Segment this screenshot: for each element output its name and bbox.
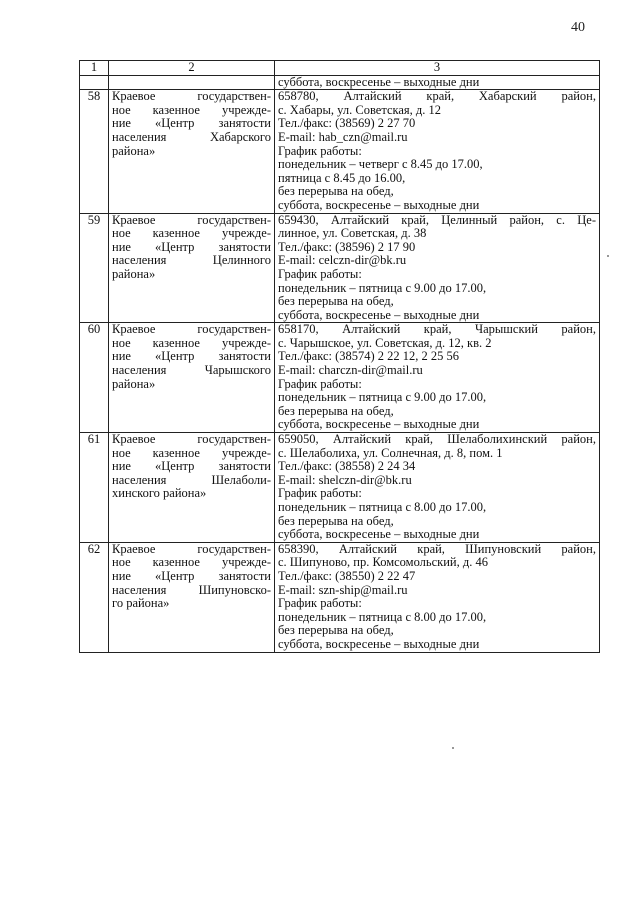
contact-info-line: линное, ул. Советская, д. 38 — [278, 226, 427, 241]
institution-name-line: населения Целинного — [112, 253, 271, 268]
continued-cell-info — [275, 75, 600, 90]
contact-info-line: суббота, воскресенье – выходные дни — [278, 527, 480, 542]
institution-name-line: населения Шипуновско- — [112, 582, 271, 597]
contact-info-line: понедельник – пятница с 8.00 до 17.00, — [278, 609, 487, 624]
institution-name-line: ние «Центр занятости — [112, 239, 271, 254]
contact-info-line: без перерыва на обед, — [278, 513, 394, 528]
institution-name-cell — [109, 433, 275, 543]
institution-name-line: ние «Центр занятости — [112, 459, 271, 474]
header-row — [80, 61, 600, 76]
contact-info-line: График работы: — [278, 143, 362, 158]
table-row — [80, 323, 600, 433]
contact-info-line: 658780, Алтайский край, Хабарский район, — [278, 89, 596, 104]
contact-info-line: без перерыва на обед, — [278, 403, 394, 418]
contact-info-line: 658170, Алтайский край, Чарышский район, — [278, 322, 596, 337]
contact-info-line: График работы: — [278, 596, 362, 611]
institution-name-cell — [109, 213, 275, 323]
contact-info-cell — [275, 323, 600, 433]
institution-name-line: Краевое государствен- — [112, 322, 271, 337]
table-row — [80, 213, 600, 323]
contact-info-line: понедельник – четверг с 8.45 до 17.00, — [278, 157, 483, 172]
contact-info-line: Тел./факс: (38596) 2 17 90 — [278, 239, 416, 254]
institution-name-line: ное казенное учрежде- — [112, 335, 271, 350]
email-line: E-mail: szn-ship@mail.ru — [278, 582, 408, 597]
contact-info-line: понедельник – пятница с 9.00 до 17.00, — [278, 390, 487, 405]
institution-name-line: Краевое государствен- — [112, 432, 271, 447]
contact-info-line: Тел./факс: (38574) 2 22 12, 2 25 56 — [278, 349, 460, 364]
institution-name-line: района» — [112, 266, 156, 281]
institution-name-line: ние «Центр занятости — [112, 116, 271, 131]
contact-info-line: Тел./факс: (38558) 2 24 34 — [278, 459, 416, 474]
institution-name-cell — [109, 323, 275, 433]
contact-info-line: понедельник – пятница с 9.00 до 17.00, — [278, 280, 487, 295]
institution-name-line: ное казенное учрежде- — [112, 102, 271, 117]
row-number: 58 — [80, 90, 109, 213]
contact-info-line: 659430, Алтайский край, Целинный район, с. Це- — [278, 212, 596, 227]
contact-info-line: понедельник – пятница с 8.00 до 17.00, — [278, 500, 487, 514]
email-line: E-mail: celczn-dir@bk.ru — [278, 253, 407, 268]
institution-name-line: Краевое государствен- — [112, 89, 271, 104]
institution-name-line: населения Хабарского — [112, 129, 271, 144]
continued-cell-name — [109, 75, 275, 90]
contact-info-line: График работы: — [278, 486, 362, 501]
institution-name-line: района» — [112, 143, 156, 158]
contact-info-line: без перерыва на обед, — [278, 623, 394, 638]
contact-info-line: 658390, Алтайский край, Шипуновский район, — [278, 541, 596, 556]
contact-info-line: пятница с 8.45 до 16.00, — [278, 170, 406, 185]
institution-name-line: населения Чарышского — [112, 363, 271, 378]
row-number: 61 — [80, 433, 109, 543]
institution-name-line: Краевое государствен- — [112, 212, 271, 227]
institution-name-line: хинского района» — [112, 486, 207, 501]
scan-speck — [452, 747, 454, 749]
institution-name-line: района» — [112, 376, 156, 391]
contact-info-cell — [275, 213, 600, 323]
contact-info-cell — [275, 433, 600, 543]
continued-row — [80, 75, 600, 90]
header-col-2: 2 — [109, 61, 275, 76]
contact-info-line: суббота, воскресенье – выходные дни — [278, 417, 480, 432]
continued-text: суббота, воскресенье – выходные дни — [278, 74, 480, 89]
contact-info-line: без перерыва на обед, — [278, 184, 394, 199]
institution-name-line: населения Шелаболи- — [112, 472, 271, 487]
employment-centers-table — [79, 60, 600, 653]
institution-name-line: ное казенное учрежде- — [112, 555, 271, 570]
contact-info-line: Тел./факс: (38569) 2 27 70 — [278, 116, 416, 131]
institution-name-cell — [109, 542, 275, 652]
header-col-3: 3 — [275, 61, 600, 76]
contact-info-line: без перерыва на обед, — [278, 294, 394, 309]
row-number: 62 — [80, 542, 109, 652]
institution-name-cell — [109, 90, 275, 213]
contact-info-line: График работы: — [278, 376, 362, 391]
institution-name-line: ное казенное учрежде- — [112, 226, 271, 241]
contact-info-cell — [275, 542, 600, 652]
row-number: 60 — [80, 323, 109, 433]
contact-info-line: с. Хабары, ул. Советская, д. 12 — [278, 102, 442, 117]
institution-name-line: ние «Центр занятости — [112, 349, 271, 364]
table-row — [80, 542, 600, 652]
email-line: E-mail: charczn-dir@mail.ru — [278, 363, 423, 378]
institution-name-line: ное казенное учрежде- — [112, 445, 271, 460]
institution-name-line: Краевое государствен- — [112, 541, 271, 556]
contact-info-line: суббота, воскресенье – выходные дни — [278, 636, 480, 651]
page-number: 40 — [571, 20, 585, 35]
contact-info-line: Тел./факс: (38550) 2 22 47 — [278, 568, 416, 583]
email-line: E-mail: shelczn-dir@bk.ru — [278, 472, 412, 487]
row-number: 59 — [80, 213, 109, 323]
contact-info-line: с. Шелаболиха, ул. Солнечная, д. 8, пом. 1 — [278, 445, 503, 460]
contact-info-line: График работы: — [278, 266, 362, 281]
contact-info-line: с. Чарышское, ул. Советская, д. 12, кв. 2 — [278, 335, 492, 350]
contact-info-line: 659050, Алтайский край, Шелаболихинский район, — [278, 432, 596, 447]
contact-info-cell — [275, 90, 600, 213]
header-col-1: 1 — [80, 61, 109, 76]
table-row — [80, 433, 600, 543]
scan-speck — [607, 255, 609, 257]
contact-info-line: с. Шипуново, пр. Комсомольский, д. 46 — [278, 555, 488, 570]
institution-name-line: го района» — [112, 596, 170, 611]
email-line: E-mail: hab_czn@mail.ru — [278, 129, 408, 144]
institution-name-line: ние «Центр занятости — [112, 568, 271, 583]
continued-cell-num — [80, 75, 109, 90]
table-row — [80, 90, 600, 213]
contact-info-line: суббота, воскресенье – выходные дни — [278, 307, 480, 322]
contact-info-line: суббота, воскресенье – выходные дни — [278, 197, 480, 212]
